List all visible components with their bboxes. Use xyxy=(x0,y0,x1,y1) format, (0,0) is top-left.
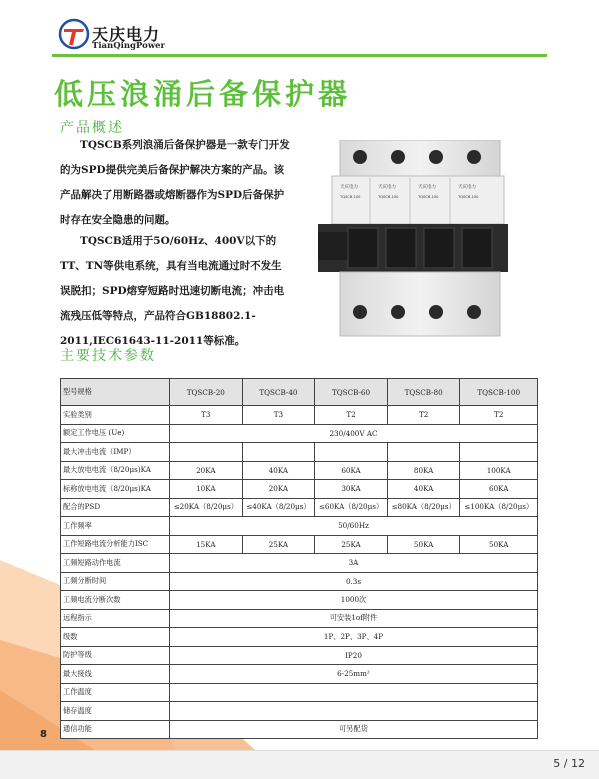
svg-text:天庆电力: 天庆电力 xyxy=(418,185,436,190)
header-cell-model: 型号规格 xyxy=(61,379,170,406)
table-cell: T2 xyxy=(387,406,460,425)
table-cell: ≤20KA（8/20μs） xyxy=(170,498,243,517)
table-cell-merged: 1P、2P、3P、4P xyxy=(170,628,538,647)
table-cell: 50KA xyxy=(460,535,538,554)
table-cell: 20KA xyxy=(242,480,315,499)
table-cell-merged: 230/400V AC xyxy=(170,424,538,443)
row-label: 额定工作电压 (Ue) xyxy=(61,424,170,443)
svg-text:TQSCB-100: TQSCB-100 xyxy=(418,195,439,199)
row-label: 级数 xyxy=(61,628,170,647)
row-label: 防护等级 xyxy=(61,646,170,665)
page-indicator: 5 / 12 xyxy=(553,757,585,770)
table-cell-merged: 可另配货 xyxy=(170,720,538,739)
row-label: 最大冲击电流（IMP） xyxy=(61,443,170,462)
table-cell xyxy=(170,443,243,462)
row-label: 通信功能 xyxy=(61,720,170,739)
header-cell: TQSCB-80 xyxy=(387,379,460,406)
table-cell: 10KA xyxy=(170,480,243,499)
table-row xyxy=(61,498,538,517)
table-cell-merged: 0.3s xyxy=(170,572,538,591)
table-cell-merged: 6-25mm² xyxy=(170,665,538,684)
table-cell: 30KA xyxy=(315,480,388,499)
table-row xyxy=(61,720,538,739)
table-cell: T3 xyxy=(242,406,315,425)
table-cell-merged xyxy=(170,702,538,721)
table-cell: 15KA xyxy=(170,535,243,554)
table-cell: 20KA xyxy=(170,461,243,480)
table-cell: ≤40KA（8/20μs） xyxy=(242,498,315,517)
table-cell: 100KA xyxy=(460,461,538,480)
svg-text:TQSCB-100: TQSCB-100 xyxy=(340,195,361,199)
table-cell xyxy=(387,443,460,462)
table-header-row xyxy=(61,379,538,406)
table-row xyxy=(61,702,538,721)
svg-text:TQSCB-100: TQSCB-100 xyxy=(378,195,399,199)
overview-paragraph-1: TQSCB系列浪涌后备保护器是一款专门开发的为SPD提供完美后备保护解决方案的产品。该产品解决了用断路器或熔断器作为SPD后备保护时存在安全隐患的问题。 xyxy=(60,139,290,226)
company-name-cn: 天庆电力 xyxy=(92,25,161,44)
table-cell: ≤60KA（8/20μs） xyxy=(315,498,388,517)
header-divider xyxy=(52,54,547,57)
viewer-toolbar xyxy=(0,750,599,779)
spec-table xyxy=(60,378,538,739)
table-row xyxy=(61,572,538,591)
table-cell: 25KA xyxy=(242,535,315,554)
table-row xyxy=(61,480,538,499)
table-row xyxy=(61,517,538,536)
row-label: 工作短路电流分析能力ISC xyxy=(61,535,170,554)
table-cell: 40KA xyxy=(387,480,460,499)
product-image xyxy=(318,140,508,338)
header-cell: TQSCB-100 xyxy=(460,379,538,406)
row-label: 工作频率 xyxy=(61,517,170,536)
row-label: 远程指示 xyxy=(61,609,170,628)
row-label: 最大接线 xyxy=(61,665,170,684)
table-cell-merged: 3A xyxy=(170,554,538,573)
table-cell-merged: 1000次 xyxy=(170,591,538,610)
row-label: 最大放电电流（8/20μs)KA xyxy=(61,461,170,480)
table-row xyxy=(61,683,538,702)
row-label: 工频电流分断次数 xyxy=(61,591,170,610)
table-cell: T3 xyxy=(170,406,243,425)
row-label: 实验类别 xyxy=(61,406,170,425)
table-cell: 80KA xyxy=(387,461,460,480)
row-label: 储存温度 xyxy=(61,702,170,721)
table-row xyxy=(61,424,538,443)
table-cell: 50KA xyxy=(387,535,460,554)
table-cell xyxy=(315,443,388,462)
company-name-en: TianQingPower xyxy=(92,41,166,51)
table-row xyxy=(61,406,538,425)
svg-text:天庆电力: 天庆电力 xyxy=(378,185,396,190)
header-cell: TQSCB-40 xyxy=(242,379,315,406)
overview-paragraph-2: TQSCB适用于5O/60Hz、400V以下的TT、TN等供电系统，具有当电流通过时不发生误脱扣；SPD熔穿短路时迅速切断电流；冲击电流残压低等特点，产品符合GB18802.1-2011,IEC61643-11-2011等标准。 xyxy=(60,235,285,347)
table-row xyxy=(61,609,538,628)
table-cell: 25KA xyxy=(315,535,388,554)
overview-heading: 产品概述 xyxy=(60,120,124,136)
page-title: 低压浪涌后备保护器 xyxy=(54,77,352,111)
page-number: 8 xyxy=(40,729,47,740)
table-row xyxy=(61,443,538,462)
company-logo xyxy=(58,18,90,50)
header-cell: TQSCB-20 xyxy=(170,379,243,406)
table-row xyxy=(61,628,538,647)
table-row xyxy=(61,554,538,573)
table-cell-merged xyxy=(170,683,538,702)
table-cell: 40KA xyxy=(242,461,315,480)
table-row xyxy=(61,535,538,554)
header-cell: TQSCB-60 xyxy=(315,379,388,406)
table-cell-merged: 可安装1of附件 xyxy=(170,609,538,628)
table-cell xyxy=(460,443,538,462)
row-label: 工作温度 xyxy=(61,683,170,702)
svg-text:TQSCB-100: TQSCB-100 xyxy=(458,195,479,199)
table-cell: T2 xyxy=(460,406,538,425)
row-label: 工频短路动作电流 xyxy=(61,554,170,573)
table-row xyxy=(61,646,538,665)
table-row xyxy=(61,665,538,684)
table-cell: 60KA xyxy=(315,461,388,480)
table-cell: ≤100KA（8/20μs） xyxy=(460,498,538,517)
table-row xyxy=(61,591,538,610)
table-cell-merged: 50/60Hz xyxy=(170,517,538,536)
table-cell: ≤80KA（8/20μs） xyxy=(387,498,460,517)
table-cell xyxy=(242,443,315,462)
svg-text:天庆电力: 天庆电力 xyxy=(340,185,358,190)
row-label: 工频分断时间 xyxy=(61,572,170,591)
table-cell: 60KA xyxy=(460,480,538,499)
table-cell: T2 xyxy=(315,406,388,425)
row-label: 标称放电电流（8/20μs)KA xyxy=(61,480,170,499)
row-label: 配合的PSD xyxy=(61,498,170,517)
table-cell-merged: IP20 xyxy=(170,646,538,665)
table-row xyxy=(61,461,538,480)
svg-text:天庆电力: 天庆电力 xyxy=(458,185,476,190)
params-heading: 主要技术参数 xyxy=(60,348,156,364)
